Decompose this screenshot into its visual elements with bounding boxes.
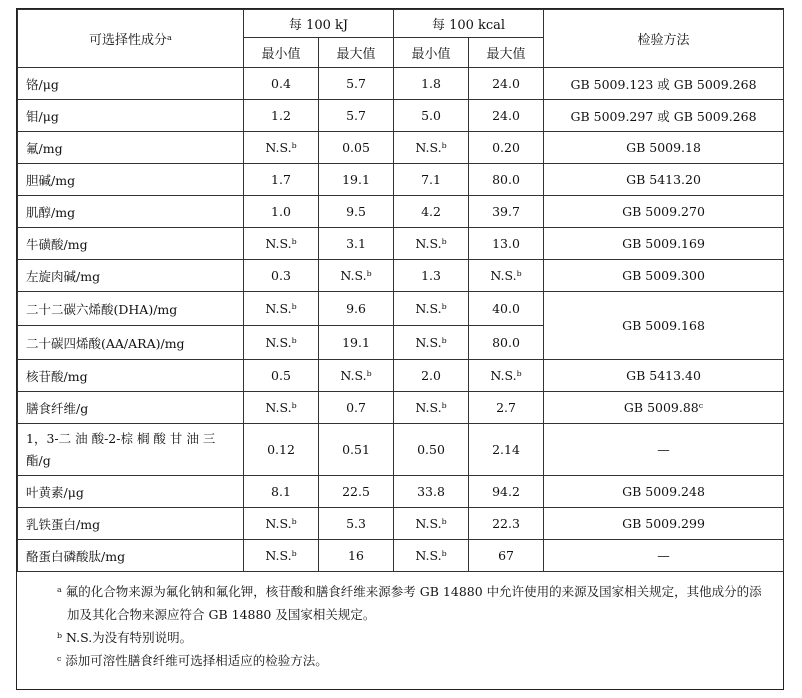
kj-max: 0.51 [319,424,394,476]
kcal-max: 2.7 [469,392,544,424]
footnote-b: ᵇ N.S.为没有特别说明。 [57,630,193,645]
test-method: GB 5009.169 [544,228,784,260]
kj-max: 9.5 [319,196,394,228]
test-method: GB 5009.248 [544,476,784,508]
row-name: 叶黄素/μg [18,476,244,508]
table-row [18,100,784,132]
kcal-min: N.S.ᵇ [394,540,469,572]
kcal-max: 24.0 [469,100,544,132]
kcal-min: 1.3 [394,260,469,292]
row-name: 胆碱/mg [18,164,244,196]
kcal-min: N.S.ᵇ [394,508,469,540]
table-row [18,476,784,508]
row-name: 二十碳四烯酸(AA/ARA)/mg [18,326,244,360]
kcal-max: 39.7 [469,196,544,228]
kcal-max: 80.0 [469,164,544,196]
kcal-min: N.S.ᵇ [394,292,469,326]
kcal-min: N.S.ᵇ [394,326,469,360]
test-method: GB 5009.270 [544,196,784,228]
footnote-a: ᵃ 氟的化合物来源为氟化钠和氟化钾，核苷酸和膳食纤维来源参考 GB 14880 中允许使用的来源及国家相关规定，其他成分的添加及其化合物来源应符合 GB 14880 及国家相关规定。 [57,584,762,622]
nutrient-table [17,9,784,572]
kcal-max: 0.20 [469,132,544,164]
kj-max: 19.1 [319,326,394,360]
document-page [16,8,784,690]
kj-min: N.S.ᵇ [244,292,319,326]
table-row [18,132,784,164]
row-name: 左旋肉碱/mg [18,260,244,292]
row-name: 核苷酸/mg [18,360,244,392]
kcal-max: N.S.ᵇ [469,260,544,292]
kj-max: N.S.ᵇ [319,360,394,392]
kj-max: 19.1 [319,164,394,196]
test-method: GB 5009.297 或 GB 5009.268 [544,100,784,132]
table-row [18,360,784,392]
row-name: 1，3-二 油 酸-2-棕 榈 酸 甘 油 三 酯/g [18,424,244,476]
kj-min: 0.3 [244,260,319,292]
kj-min: N.S.ᵇ [244,326,319,360]
kcal-max: 2.14 [469,424,544,476]
table-row [18,260,784,292]
table-row [18,228,784,260]
header-kj-min: 最小值 [244,38,319,68]
row-name: 乳铁蛋白/mg [18,508,244,540]
row-name: 铬/μg [18,68,244,100]
test-method: GB 5413.40 [544,360,784,392]
kj-min: 1.0 [244,196,319,228]
test-method: GB 5009.168 [544,292,784,360]
kj-min: 1.7 [244,164,319,196]
kcal-max: 13.0 [469,228,544,260]
kj-max: 3.1 [319,228,394,260]
kj-max: 16 [319,540,394,572]
kcal-min: 2.0 [394,360,469,392]
kj-min: 1.2 [244,100,319,132]
kj-max: 0.05 [319,132,394,164]
header-component: 可选择性成分ᵃ [18,10,244,68]
kcal-min: N.S.ᵇ [394,392,469,424]
test-method: GB 5009.299 [544,508,784,540]
kj-max: N.S.ᵇ [319,260,394,292]
header-kcal-max: 最大值 [469,38,544,68]
test-method: GB 5413.20 [544,164,784,196]
footnote-c: ᶜ 添加可溶性膳食纤维可选择相适应的检验方法。 [57,653,328,668]
table-row [18,164,784,196]
kj-min: N.S.ᵇ [244,540,319,572]
table-row [18,68,784,100]
table-row [18,424,784,476]
kj-min: N.S.ᵇ [244,508,319,540]
kcal-min: 33.8 [394,476,469,508]
table-row [18,292,784,326]
kj-max: 0.7 [319,392,394,424]
kj-min: 0.4 [244,68,319,100]
kj-max: 9.6 [319,292,394,326]
kcal-max: 24.0 [469,68,544,100]
kj-max: 5.7 [319,68,394,100]
kj-min: N.S.ᵇ [244,132,319,164]
table-row [18,392,784,424]
kcal-min: 7.1 [394,164,469,196]
test-method: GB 5009.18 [544,132,784,164]
test-method: GB 5009.88ᶜ [544,392,784,424]
header-kj-max: 最大值 [319,38,394,68]
kcal-max: 94.2 [469,476,544,508]
kj-min: 0.5 [244,360,319,392]
row-name: 牛磺酸/mg [18,228,244,260]
test-method: GB 5009.300 [544,260,784,292]
kj-max: 5.7 [319,100,394,132]
kj-min: N.S.ᵇ [244,228,319,260]
row-name: 二十二碳六烯酸(DHA)/mg [18,292,244,326]
kj-max: 22.5 [319,476,394,508]
row-name: 氟/mg [18,132,244,164]
table-row [18,508,784,540]
test-method: — [544,424,784,476]
header-per-100kcal: 每 100 kcal [394,10,544,38]
table-row [18,540,784,572]
kj-min: 8.1 [244,476,319,508]
kcal-min: 5.0 [394,100,469,132]
row-name: 酪蛋白磷酸肽/mg [18,540,244,572]
header-method: 检验方法 [544,10,784,68]
kj-min: 0.12 [244,424,319,476]
kcal-min: 0.50 [394,424,469,476]
header-per-100kj: 每 100 kJ [244,10,394,38]
test-method: GB 5009.123 或 GB 5009.268 [544,68,784,100]
kcal-max: 22.3 [469,508,544,540]
kcal-min: N.S.ᵇ [394,132,469,164]
kcal-max: 67 [469,540,544,572]
row-name: 钼/μg [18,100,244,132]
kcal-min: 1.8 [394,68,469,100]
table-row [18,196,784,228]
row-name: 膳食纤维/g [18,392,244,424]
kcal-min: N.S.ᵇ [394,228,469,260]
kj-min: N.S.ᵇ [244,392,319,424]
kcal-max: N.S.ᵇ [469,360,544,392]
test-method: — [544,540,784,572]
kcal-max: 80.0 [469,326,544,360]
footnotes [17,572,783,672]
kcal-max: 40.0 [469,292,544,326]
header-kcal-min: 最小值 [394,38,469,68]
kj-max: 5.3 [319,508,394,540]
kcal-min: 4.2 [394,196,469,228]
row-name: 肌醇/mg [18,196,244,228]
